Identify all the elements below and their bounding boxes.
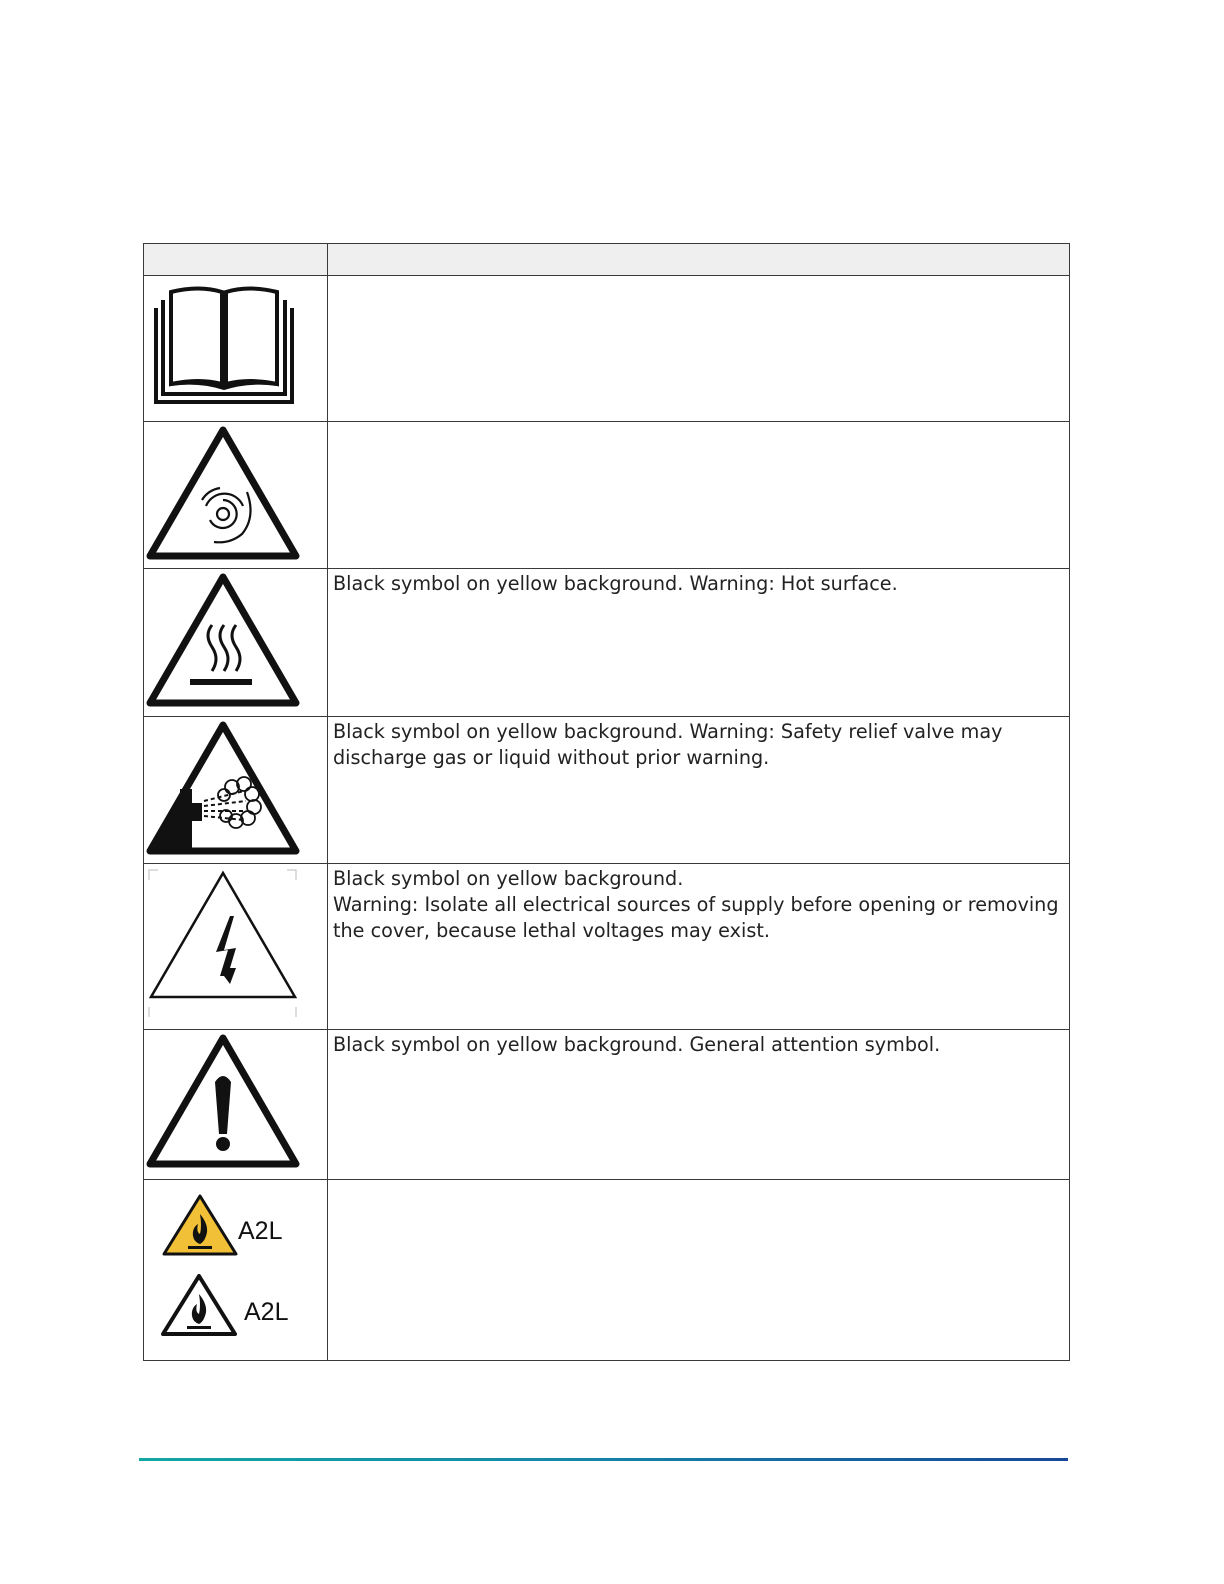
table-header-row xyxy=(144,244,1070,276)
safety-symbols-table xyxy=(143,243,1070,1361)
symbol-cell xyxy=(144,717,328,864)
description-line: Black symbol on yellow background. General attention symbol. xyxy=(333,1033,941,1056)
table-row xyxy=(144,276,1070,422)
symbol-column-header xyxy=(144,244,328,276)
a2l-label: A2L xyxy=(238,1217,283,1245)
safety-relief-valve-warning-icon xyxy=(144,717,328,863)
description-line: Black symbol on yellow background. Warning: Safety relief valve may xyxy=(333,720,1003,743)
description-column-header xyxy=(328,244,1070,276)
symbol-cell xyxy=(144,276,328,422)
table-row xyxy=(144,1030,1070,1180)
description-cell xyxy=(328,864,1070,1030)
table-row xyxy=(144,864,1070,1030)
symbol-cell xyxy=(144,422,328,569)
description-cell xyxy=(328,422,1070,569)
symbol-cell xyxy=(144,1180,328,1361)
description-cell xyxy=(328,1030,1070,1180)
symbol-cell xyxy=(144,1030,328,1180)
description-line: discharge gas or liquid without prior warning. xyxy=(333,746,770,769)
read-manual-icon xyxy=(144,276,328,420)
rotating-fan-warning-icon xyxy=(144,422,328,568)
table-row xyxy=(144,569,1070,717)
a2l-label: A2L xyxy=(244,1298,289,1326)
description-cell xyxy=(328,569,1070,717)
footer-divider xyxy=(139,1458,1068,1461)
description-cell xyxy=(328,1180,1070,1361)
symbol-cell xyxy=(144,569,328,717)
description-cell xyxy=(328,717,1070,864)
symbol-cell xyxy=(144,864,328,1030)
description-line: the cover, because lethal voltages may exist. xyxy=(333,919,770,942)
table-row xyxy=(144,1180,1070,1361)
description-line: Warning: Isolate all electrical sources of supply before opening or removing xyxy=(333,893,1059,916)
description-line: Black symbol on yellow background. Warning: Hot surface. xyxy=(333,572,898,595)
table-row xyxy=(144,717,1070,864)
general-attention-icon xyxy=(144,1030,328,1178)
table-row xyxy=(144,422,1070,569)
description-cell xyxy=(328,276,1070,422)
hot-surface-warning-icon xyxy=(144,569,328,715)
flammable-a2l-icon xyxy=(144,1180,328,1359)
description-line: Black symbol on yellow background. xyxy=(333,867,684,890)
electrical-hazard-warning-icon xyxy=(144,864,328,1028)
